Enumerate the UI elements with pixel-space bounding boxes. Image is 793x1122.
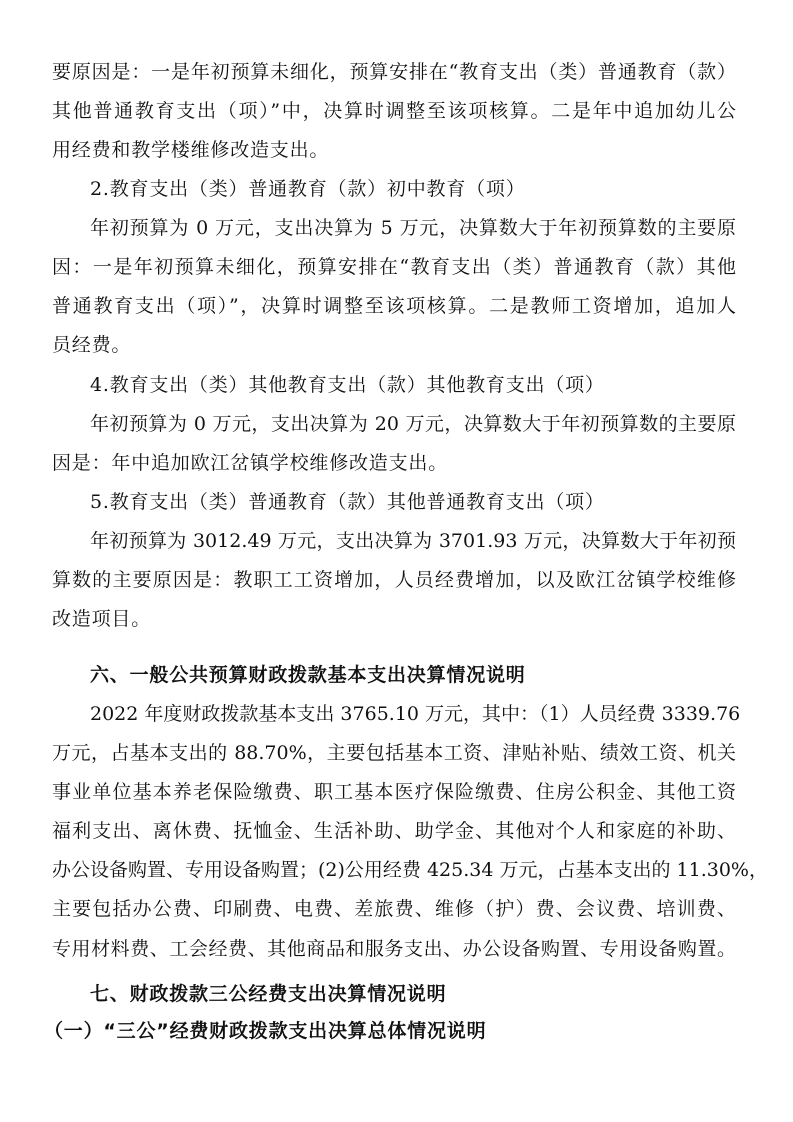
- paragraph-line: 年初预算为 0 万元，支出决算为 20 万元，决算数大于年初预算数的主要原: [90, 413, 736, 435]
- paragraph-line: 办公设备购置、专用设备购置；(2)公用经费 425.34 万元，占基本支出的 11.30%，: [52, 859, 768, 881]
- paragraph-line: 福利支出、离休费、抚恤金、生活补助、助学金、其他对个人和家庭的补助、: [52, 820, 736, 842]
- paragraph-line: 年初预算为 0 万元，支出决算为 5 万元，决算数大于年初预算数的主要原: [90, 217, 736, 239]
- item-title: 5.教育支出（类）普通教育（款）其他普通教育支出（项）: [90, 491, 605, 513]
- paragraph-line: 要原因是：一是年初预算未细化，预算安排在“教育支出（类）普通教育（款）: [52, 61, 736, 83]
- paragraph-line: 万元，占基本支出的 88.70%，主要包括基本工资、津贴补贴、绩效工资、机关: [52, 742, 736, 764]
- paragraph-line: 算数的主要原因是：教职工工资增加，人员经费增加，以及欧江岔镇学校维修: [52, 569, 736, 591]
- paragraph-line: 用经费和教学楼维修改造支出。: [52, 139, 330, 161]
- item-title: 4.教育支出（类）其他教育支出（款）其他教育支出（项）: [90, 374, 605, 396]
- paragraph-line: 主要包括办公费、印刷费、电费、差旅费、维修（护）费、会议费、培训费、: [52, 898, 736, 920]
- paragraph-line: 因是：年中追加欧江岔镇学校维修改造支出。: [52, 452, 449, 474]
- paragraph-line: 专用材料费、工会经费、其他商品和服务支出、办公设备购置、专用设备购置。: [52, 938, 736, 960]
- paragraph-line: 普通教育支出（项）”，决算时调整至该项核算。二是教师工资增加，追加人: [52, 295, 736, 317]
- paragraph-line: 因：一是年初预算未细化，预算安排在“教育支出（类）普通教育（款）其他: [52, 256, 736, 278]
- paragraph-line: 2022 年度财政拨款基本支出 3765.10 万元，其中：（1）人员经费 3339.76: [90, 703, 741, 725]
- paragraph-line: 年初预算为 3012.49 万元，支出决算为 3701.93 万元，决算数大于年初预: [90, 530, 736, 552]
- section-heading-six: 六、一般公共预算财政拨款基本支出决算情况说明: [90, 664, 526, 686]
- paragraph-line: 其他普通教育支出（项）”中，决算时调整至该项核算。二是年中追加幼儿公: [52, 100, 736, 122]
- section-heading-seven: 七、财政拨款三公经费支出决算情况说明: [90, 983, 447, 1005]
- subsection-heading: （一）“三公”经费财政拨款支出决算总体情况说明: [44, 1020, 487, 1042]
- item-title: 2.教育支出（类）普通教育（款）初中教育（项）: [90, 178, 526, 200]
- paragraph-line: 员经费。: [52, 334, 132, 356]
- paragraph-line: 改造项目。: [52, 608, 152, 630]
- paragraph-line: 事业单位基本养老保险缴费、职工基本医疗保险缴费、住房公积金、其他工资: [52, 781, 736, 803]
